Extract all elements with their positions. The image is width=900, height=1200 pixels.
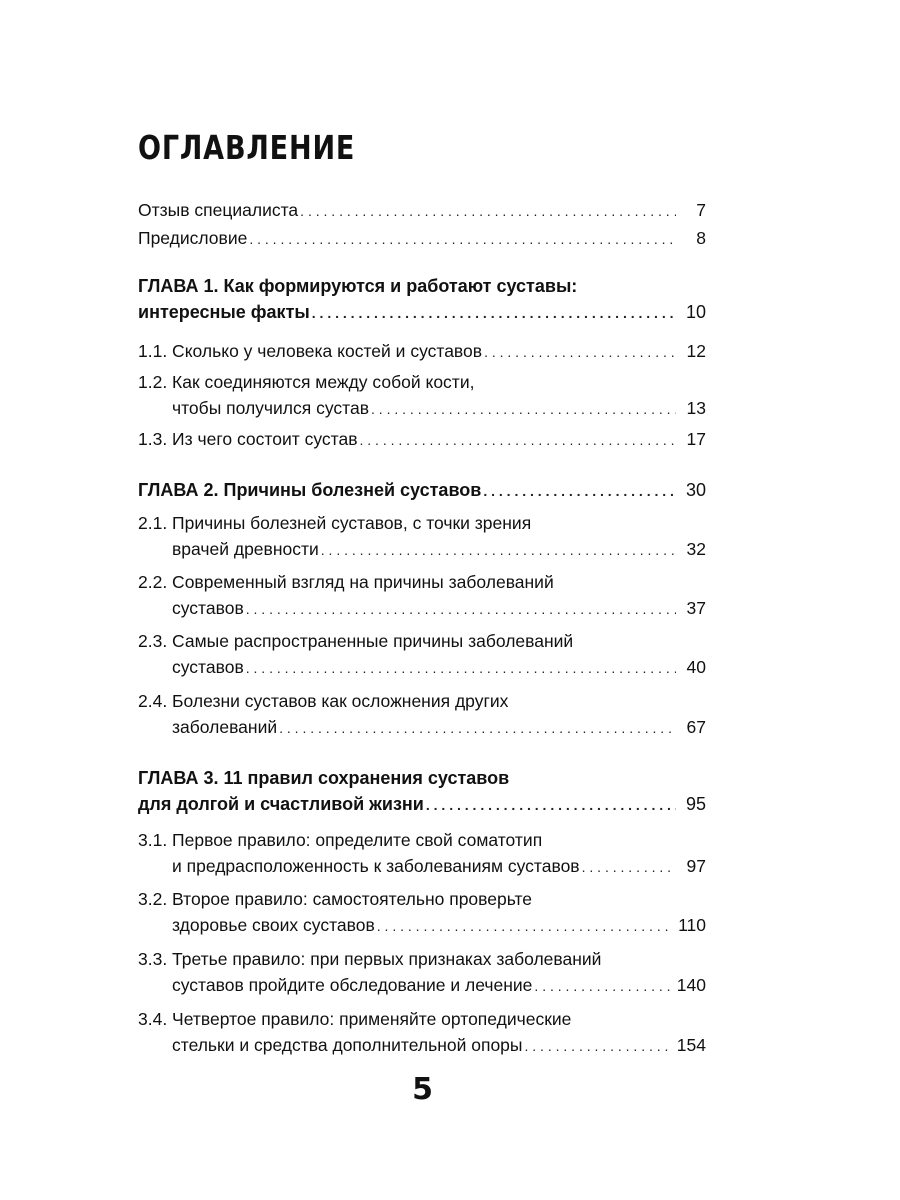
toc-chapter-1[interactable] xyxy=(138,273,706,326)
dot-leader xyxy=(534,973,670,999)
toc-entry-text: врачей древности xyxy=(172,539,319,559)
dot-leader xyxy=(246,596,676,622)
toc-entry-text: суставов xyxy=(172,598,244,618)
toc-page-number: 17 xyxy=(686,429,706,449)
dot-leader xyxy=(300,198,676,224)
toc-entry-text: Отзыв специалиста xyxy=(138,200,299,220)
toc-section-3-3[interactable] xyxy=(138,946,706,999)
toc-chapter-3[interactable] xyxy=(138,765,706,818)
toc-page-number: 8 xyxy=(696,228,706,248)
toc-entry-text: для долгой и счастливой жизни xyxy=(138,794,424,814)
toc-entry-text: ГЛАВА 1. Как формируются и работают суставы: xyxy=(138,276,578,296)
toc-entry-review[interactable] xyxy=(138,197,706,224)
toc-entry-text: 2.1. Причины болезней суставов, с точки зрения xyxy=(138,513,532,533)
toc-entry-text: 2.3. Самые распространенные причины заболеваний xyxy=(138,631,574,651)
toc-section-1-2[interactable] xyxy=(138,369,706,422)
toc-section-1-1[interactable] xyxy=(138,338,706,365)
toc-page-number: 30 xyxy=(685,480,706,500)
toc-page-number: 10 xyxy=(685,302,706,322)
dot-leader xyxy=(360,427,677,453)
dot-leader xyxy=(377,913,672,939)
toc-chapter-2[interactable] xyxy=(138,477,706,504)
toc-section-3-2[interactable] xyxy=(138,886,706,939)
toc-page-number: 13 xyxy=(686,398,706,418)
toc-entry-text: и предрасположенность к заболеваниям суставов xyxy=(172,856,580,876)
toc-entry-text: ГЛАВА 3. 11 правил сохранения суставов xyxy=(138,768,510,788)
toc-page-number: 37 xyxy=(686,598,706,618)
toc-page-number: 110 xyxy=(678,915,706,935)
toc-entry-text: 1.2. Как соединяются между собой кости, xyxy=(138,372,475,392)
toc-section-2-4[interactable] xyxy=(138,688,706,741)
toc-entry-text: чтобы получился сустав xyxy=(172,398,370,418)
toc-entry-text: здоровье своих суставов xyxy=(172,915,375,935)
toc-section-1-3[interactable] xyxy=(138,426,706,453)
toc-page-number: 40 xyxy=(686,657,706,677)
toc-entry-text: 3.1. Первое правило: определите свой соматотип xyxy=(138,830,543,850)
toc-page-number: 67 xyxy=(686,717,706,737)
toc-entry-preface[interactable] xyxy=(138,225,706,252)
toc-entry-text: 3.4. Четвертое правило: применяйте ортопедические xyxy=(138,1009,572,1029)
dot-leader xyxy=(321,537,676,563)
page-number: 5 xyxy=(412,1072,433,1107)
dot-leader xyxy=(279,715,676,741)
dot-leader xyxy=(525,1033,671,1059)
toc-entry-text: 2.2. Современный взгляд на причины заболеваний xyxy=(138,572,554,592)
toc-page-number: 97 xyxy=(686,856,706,876)
toc-entry-text: ГЛАВА 2. Причины болезней суставов xyxy=(138,480,482,500)
toc-section-3-4[interactable] xyxy=(138,1006,706,1059)
toc-entry-text: 1.3. Из чего состоит сустав xyxy=(138,429,358,449)
dot-leader xyxy=(484,339,676,365)
toc-page-number: 154 xyxy=(676,1035,706,1055)
page-title: ОГЛАВЛЕНИЕ xyxy=(138,128,356,167)
toc-section-2-1[interactable] xyxy=(138,510,706,563)
toc-page-number: 95 xyxy=(685,794,706,814)
toc-page-number: 32 xyxy=(686,539,706,559)
dot-leader xyxy=(582,854,676,880)
dot-leader xyxy=(246,655,676,681)
dot-leader xyxy=(312,300,676,326)
dot-leader xyxy=(426,792,676,818)
dot-leader xyxy=(371,396,676,422)
toc-section-2-3[interactable] xyxy=(138,628,706,681)
dot-leader xyxy=(249,226,676,252)
toc-section-2-2[interactable] xyxy=(138,569,706,622)
toc-page-number: 140 xyxy=(676,975,706,995)
toc-entry-text: суставов xyxy=(172,657,244,677)
toc-entry-text: заболеваний xyxy=(172,717,278,737)
toc-entry-text: 2.4. Болезни суставов как осложнения других xyxy=(138,691,509,711)
toc-entry-text: Предисловие xyxy=(138,228,248,248)
dot-leader xyxy=(483,478,676,504)
toc-entry-text: 3.2. Второе правило: самостоятельно проверьте xyxy=(138,889,533,909)
toc-section-3-1[interactable] xyxy=(138,827,706,880)
toc-entry-text: суставов пройдите обследование и лечение xyxy=(172,975,533,995)
toc-page-number: 7 xyxy=(696,200,706,220)
toc-entry-text: стельки и средства дополнительной опоры xyxy=(172,1035,523,1055)
toc-entry-text: 3.3. Третье правило: при первых признаках заболеваний xyxy=(138,949,602,969)
toc-entry-text: 1.1. Сколько у человека костей и суставов xyxy=(138,341,483,361)
toc-entry-text: интересные факты xyxy=(138,302,310,322)
toc-page-number: 12 xyxy=(686,341,706,361)
